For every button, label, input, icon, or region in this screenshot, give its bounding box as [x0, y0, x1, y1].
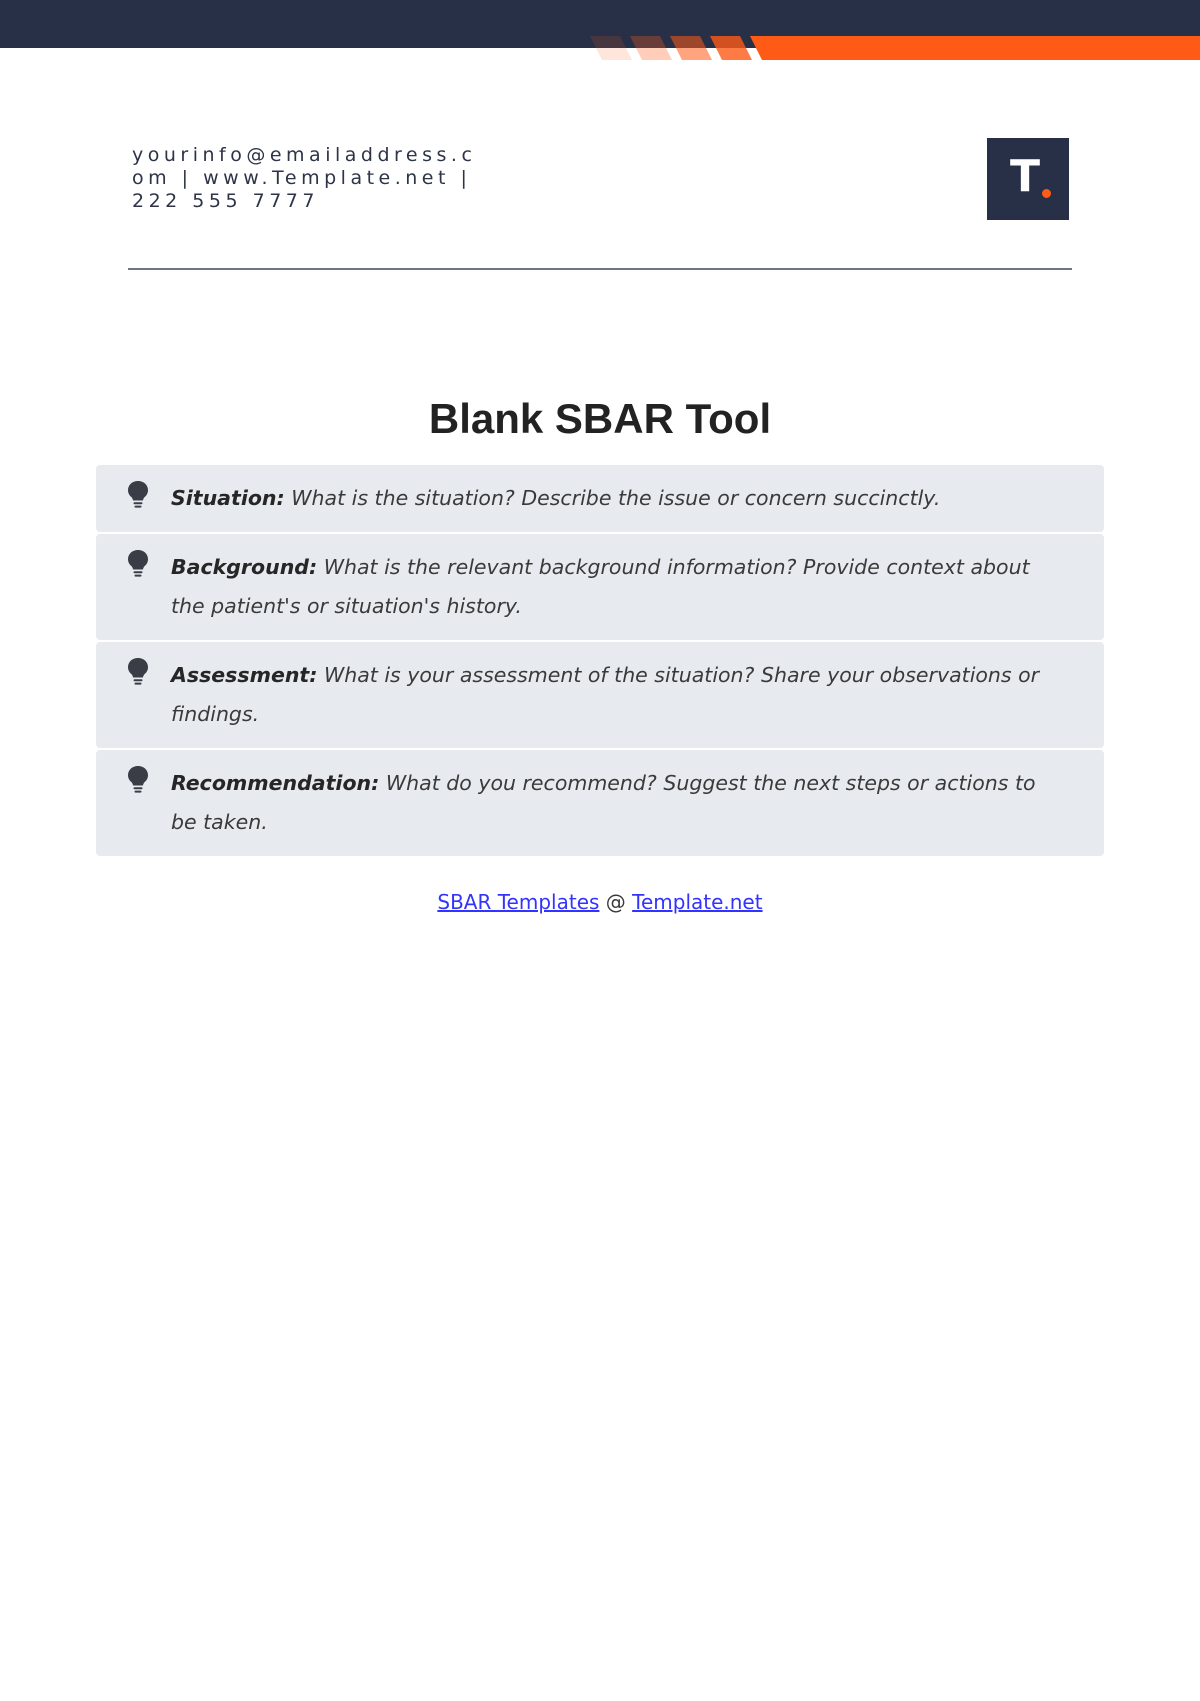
template-net-link[interactable]: Template.net	[632, 890, 763, 914]
document-title: Blank SBAR Tool	[428, 395, 772, 442]
sbar-item-assessment	[96, 642, 1104, 748]
sbar-item-text	[171, 479, 1064, 518]
sbar-templates-link[interactable]: SBAR Templates	[437, 890, 600, 914]
logo-dot	[1042, 189, 1051, 198]
sbar-item-text	[171, 656, 1064, 734]
sbar-item-text	[171, 764, 1064, 842]
footer-links	[0, 889, 1200, 915]
sbar-item-label: Recommendation:	[171, 771, 380, 795]
footer-separator: @	[605, 890, 626, 914]
brand-logo	[987, 138, 1069, 220]
lightbulb-icon	[127, 480, 149, 510]
sbar-item-text	[171, 548, 1064, 626]
contact-info: yourinfo@emailaddress.com | www.Template.net | 222 555 7777	[132, 144, 477, 212]
header-accent-stripes	[0, 0, 1200, 62]
sbar-item-recommendation	[96, 750, 1104, 856]
logo-letter: T	[1010, 151, 1041, 202]
sbar-item-description: What is the relevant background information? Provide context about the patient's or situation's history.	[171, 555, 1030, 618]
sbar-item-situation	[96, 465, 1104, 532]
sbar-item-label: Situation:	[171, 486, 285, 510]
header-divider	[128, 268, 1072, 270]
sbar-item-description: What is the situation? Describe the issue or concern succinctly.	[291, 486, 941, 510]
sbar-item-background	[96, 534, 1104, 640]
lightbulb-icon	[127, 657, 149, 687]
sbar-list	[96, 465, 1104, 858]
sbar-item-description: What do you recommend? Suggest the next steps or actions to be taken.	[171, 771, 1036, 834]
sbar-item-label: Assessment:	[171, 663, 318, 687]
lightbulb-icon	[127, 549, 149, 579]
sbar-item-label: Background:	[171, 555, 318, 579]
lightbulb-icon	[127, 765, 149, 795]
sbar-item-description: What is your assessment of the situation? Share your observations or findings.	[171, 663, 1040, 726]
